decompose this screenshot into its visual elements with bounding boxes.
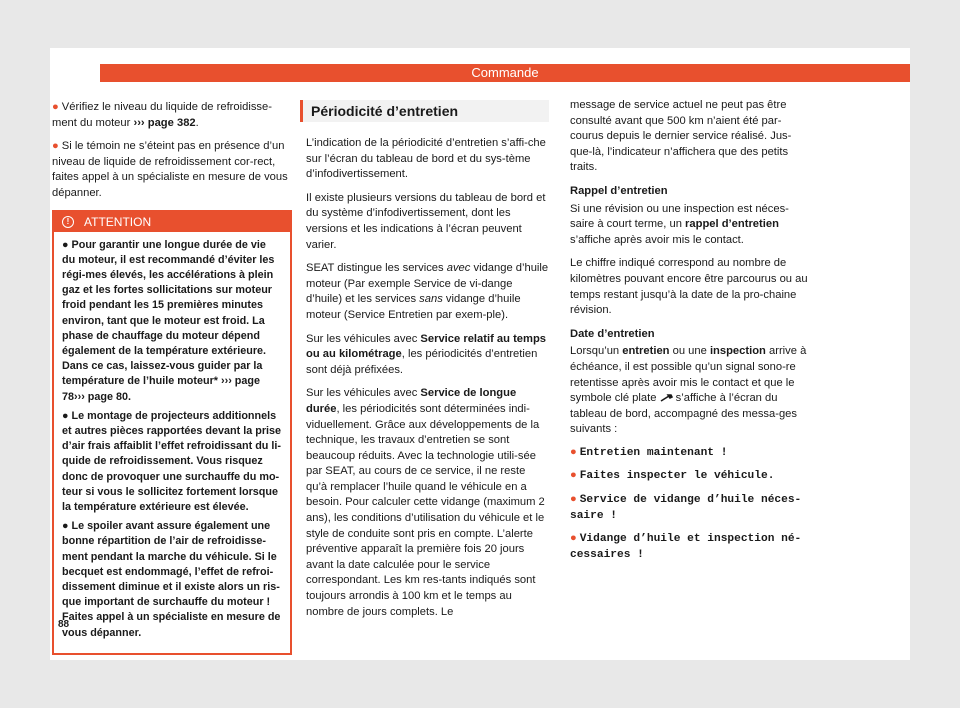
attention-title: ATTENTION (84, 214, 152, 229)
paragraph: SEAT distingue les services avec vidange d’huile moteur (Par exemple Service de vi-dange d’huile) et les services sans vidange d’huile moteur (Service Entretien par exem-ple). (306, 262, 549, 321)
column-middle (306, 100, 549, 628)
chapter-header: Commande (100, 64, 910, 82)
list-item: ● Si le témoin ne s’éteint pas en présence d’un niveau de liquide de refroidissement cor-rect, faites appel à un spécialiste en mesure de vous dépanner. (52, 140, 288, 199)
section-title: Périodicité d’entretien (300, 100, 549, 122)
paragraph: Si une révision ou une inspection est néces-saire à court terme, un rappel d’entretien s’affiche après avoir mis le contact. (570, 202, 789, 246)
column-right (570, 98, 810, 571)
paragraph: Il existe plusieurs versions du tableau de bord et du système d’infodivertissement, dont les versions et les indications à l’écran peuvent varier. (306, 191, 546, 251)
page-number: 88 (58, 619, 70, 630)
page-reference-link[interactable]: ››› page 78››› page 80 (62, 375, 260, 403)
attention-body (54, 232, 290, 653)
bullet-icon: ● (52, 140, 59, 153)
paragraph: Le chiffre indiqué correspond au nombre de kilomètres pouvant encore être parcourus ou au temps restant jusqu’à la date de la pro-chaine révision. (570, 257, 808, 317)
list-item: ● Entretien maintenant ! (570, 446, 728, 459)
column-left (52, 100, 292, 655)
paragraph: Lorsqu’un entretien ou une inspection arrive à échéance, il est possible qu’un signal sono-re retentisse après avoir mis le contact et que le symbole clé plate s’affiche à l’écran du tableau de bord, accompagné des messa-ges suivants : (570, 345, 807, 436)
list-item: ● Pour garantir une longue durée de vie du moteur, il est recommandé d’éviter les régi-mes élevés, les accélérations à plein gaz et les fortes sollicitations sur moteur froid pendant les 15 premières minutes environ, tant que le moteur est froid. La phase de chauffage du moteur dépend également de la température extérieure. Dans ce cas, laissez-vous guider par la température de l’huile moteur* ››› page 78››› page 80. (62, 238, 275, 403)
warning-icon: ! (62, 216, 74, 228)
bullet-icon: ● (52, 101, 59, 113)
paragraph: Sur les véhicules avec Service de longue durée, les périodicités sont déterminées indi-viduellement. Grâce aux développements de la technique, les travaux d’entretien se sont beaucoup réduits. Avec la technologie utili-sée par SEAT, au cours de ce service, il ne reste qu’à remplacer l’huile quand le véhicule en a besoin. Pour calculer cette vidange (maximum 2 ans), les conditions d’utilisation du véhicule et le style de conduite sont pris en compte. L’alerte préventive apparaît la première fois 20 jours avant la date calculée pour le service correspondant. Les km res-tants indiqués sont toujours arrondis à 100 km et le temps au nombre de jours complets. Le (306, 387, 545, 618)
list-item: ● Faites inspecter le véhicule. (570, 470, 775, 483)
page-reference-link[interactable]: ››› page 382 (133, 116, 196, 129)
list-item: ● Le montage de projecteurs additionnels et autres pièces rapportées devant la prise d’air frais affaiblit l’effet refroidissant du li-quide de refroidissement. Vous risquez donc de provoquer une surchauffe du mo-teur si vous le sollicitez fortement lorsque la température extérieure est élevée. (62, 409, 282, 514)
list-item: ● Service de vidange d’huile néces-saire ! (570, 494, 802, 522)
paragraph: Sur les véhicules avec Service relatif au temps ou au kilométrage, les périodicités d’entretien sont déjà préfixées. (306, 332, 547, 376)
list-item: ● Vidange d’huile et inspection né-cessaires ! (570, 533, 802, 561)
attention-header (54, 212, 290, 232)
attention-box (52, 210, 292, 655)
list-item: ● Le spoiler avant assure également une bonne répartition de l’air de refroidisse-ment pendant la marche du véhicule. Si le becquet est endommagé, l’effet de refroi-dissement diminue et il existe alors un ris-que important de surchauffe du moteur ! Faites appel à un spécialiste en mesure de vous dépanner. (62, 520, 281, 639)
wrench-icon (660, 394, 673, 402)
list-item: ● Vérifiez le niveau du liquide de refroidisse-ment du moteur ››› page 382. (52, 101, 272, 129)
subheading: Rappel d’entretien (570, 184, 668, 197)
paragraph: L’indication de la périodicité d’entretien s’affi-che sur l’écran du tableau de bord et du sys-tème d’infodivertissement. (306, 137, 546, 181)
subheading: Date d’entretien (570, 327, 655, 340)
paragraph: message de service actuel ne peut pas être consulté avant que 500 km n’aient été par-courus depuis le dernier service réalisé. Jus-que-là, l’indicateur n’affichera que des petits traits. (570, 99, 792, 174)
